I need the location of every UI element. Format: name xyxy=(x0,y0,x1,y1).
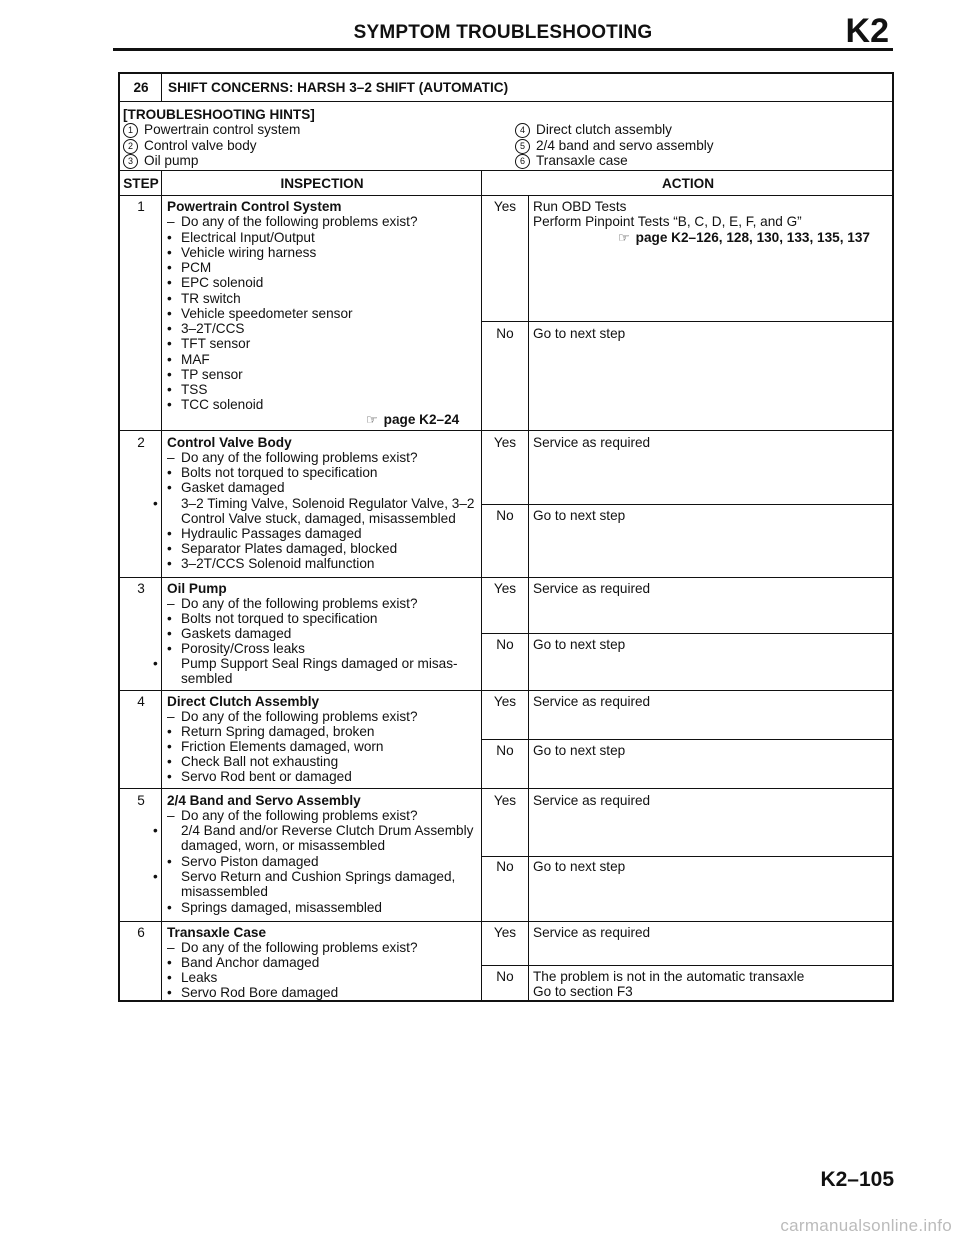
list-item: • TCC solenoid xyxy=(167,397,263,412)
watermark: carmanualsonline.info xyxy=(780,1216,952,1235)
step-question: – Do any of the following problems exist? xyxy=(167,940,418,955)
section-code: K2 xyxy=(845,12,889,50)
list-item: • Pump Support Seal Rings damaged or misas- sembled xyxy=(167,656,491,687)
list-item: • Check Ball not exhausting xyxy=(167,754,338,769)
no-label: No xyxy=(496,637,514,652)
list-item: • Porosity/Cross leaks xyxy=(167,641,305,656)
action-text: Service as required xyxy=(533,581,651,596)
step-number: 5 xyxy=(137,793,145,808)
action-text: Go to next step xyxy=(533,743,626,758)
action-text: Run OBD Tests xyxy=(533,199,627,214)
step-question: – Do any of the following problems exist? xyxy=(167,709,418,724)
step-number: 4 xyxy=(137,694,145,709)
action-text: Service as required xyxy=(533,925,651,940)
list-item: • 2/4 Band and/or Reverse Clutch Drum Assembly damaged, worn, or misassembled xyxy=(167,823,491,854)
hints-title: [TROUBLESHOOTING HINTS] xyxy=(123,107,315,122)
action-text: Service as required xyxy=(533,793,651,808)
step-title: Transaxle Case xyxy=(167,925,266,940)
list-item: • 3–2T/CCS xyxy=(167,321,244,336)
list-item: • 3–2 Timing Valve, Solenoid Regulator Valve, 3–2 Control Valve stuck, damaged, misassembled xyxy=(167,496,491,527)
page-reference: ☞ page K2–126, 128, 130, 133, 135, 137 xyxy=(618,230,870,245)
list-item: • Springs damaged, misassembled xyxy=(167,900,382,915)
yes-label: Yes xyxy=(493,199,517,214)
yes-label: Yes xyxy=(493,793,517,808)
list-item: • Electrical Input/Output xyxy=(167,230,315,245)
step-title: Oil Pump xyxy=(167,581,227,596)
step-title: Control Valve Body xyxy=(167,435,292,450)
list-item: • Servo Piston damaged xyxy=(167,854,319,869)
list-item: • Gasket damaged xyxy=(167,480,285,495)
list-item: • MAF xyxy=(167,352,210,367)
hint-item: 6 Transaxle case xyxy=(515,153,628,169)
list-item: • EPC solenoid xyxy=(167,275,263,290)
step-question: – Do any of the following problems exist? xyxy=(167,596,418,611)
step-title: Powertrain Control System xyxy=(167,199,342,214)
step-title: Direct Clutch Assembly xyxy=(167,694,320,709)
list-item: • Servo Rod Bore damaged xyxy=(167,985,338,1000)
action-text: Go to next step xyxy=(533,326,626,341)
inspection-header: INSPECTION xyxy=(280,176,364,191)
list-item: • Gaskets damaged xyxy=(167,626,291,641)
no-label: No xyxy=(496,743,514,758)
yes-label: Yes xyxy=(493,694,517,709)
step-number: 1 xyxy=(137,199,145,214)
hint-item: 5 2/4 band and servo assembly xyxy=(515,138,714,154)
list-item: • 3–2T/CCS Solenoid malfunction xyxy=(167,556,374,571)
troubleshooting-table xyxy=(118,72,894,1002)
list-item: • Servo Rod bent or damaged xyxy=(167,769,352,784)
no-label: No xyxy=(496,508,514,523)
list-item: • Separator Plates damaged, blocked xyxy=(167,541,397,556)
hint-item: 1 Powertrain control system xyxy=(123,122,300,138)
yes-label: Yes xyxy=(493,925,517,940)
hint-item: 3 Oil pump xyxy=(123,153,198,169)
action-text: Go to next step xyxy=(533,508,626,523)
hint-item: 2 Control valve body xyxy=(123,138,257,154)
step-number: 2 xyxy=(137,435,145,450)
list-item: • Hydraulic Passages damaged xyxy=(167,526,362,541)
list-item: • Band Anchor damaged xyxy=(167,955,319,970)
reference-hand-icon: ☞ xyxy=(618,230,630,245)
action-text: Go to next step xyxy=(533,637,626,652)
action-text: Service as required xyxy=(533,435,651,450)
action-header: ACTION xyxy=(661,176,715,191)
action-text: Service as required xyxy=(533,694,651,709)
step-question: – Do any of the following problems exist? xyxy=(167,214,418,229)
page-reference: ☞ page K2–24 xyxy=(366,412,460,427)
symptom-number: 26 xyxy=(133,80,149,95)
page-title: SYMPTOM TROUBLESHOOTING xyxy=(353,22,653,43)
step-number: 6 xyxy=(137,925,145,940)
yes-label: Yes xyxy=(493,435,517,450)
step-number: 3 xyxy=(137,581,145,596)
list-item: • PCM xyxy=(167,260,211,275)
step-question: – Do any of the following problems exist? xyxy=(167,450,418,465)
page-number: K2–105 xyxy=(820,1168,894,1191)
action-text: Go to section F3 xyxy=(533,984,633,999)
list-item: • Leaks xyxy=(167,970,217,985)
list-item: • Vehicle wiring harness xyxy=(167,245,316,260)
list-item: • Bolts not torqued to specification xyxy=(167,465,377,480)
list-item: • Bolts not torqued to specification xyxy=(167,611,377,626)
action-text: Go to next step xyxy=(533,859,626,874)
no-label: No xyxy=(496,969,514,984)
step-header: STEP xyxy=(123,176,159,191)
step-title: 2/4 Band and Servo Assembly xyxy=(167,793,361,808)
list-item: • Servo Return and Cushion Springs damaged, misassembled xyxy=(167,869,491,900)
reference-hand-icon: ☞ xyxy=(366,412,378,427)
no-label: No xyxy=(496,859,514,874)
list-item: • Vehicle speedometer sensor xyxy=(167,306,353,321)
list-item: • TR switch xyxy=(167,291,241,306)
page-header xyxy=(113,14,893,51)
list-item: • TFT sensor xyxy=(167,336,250,351)
yes-label: Yes xyxy=(493,581,517,596)
list-item: • Friction Elements damaged, worn xyxy=(167,739,384,754)
hint-item: 4 Direct clutch assembly xyxy=(515,122,672,138)
step-question: – Do any of the following problems exist? xyxy=(167,808,418,823)
action-text: The problem is not in the automatic transaxle xyxy=(533,969,805,984)
symptom-title: SHIFT CONCERNS: HARSH 3–2 SHIFT (AUTOMATIC) xyxy=(168,80,509,95)
action-text: Perform Pinpoint Tests “B, C, D, E, F, and G” xyxy=(533,214,802,229)
list-item: • TSS xyxy=(167,382,207,397)
list-item: • TP sensor xyxy=(167,367,243,382)
no-label: No xyxy=(496,326,514,341)
list-item: • Return Spring damaged, broken xyxy=(167,724,374,739)
